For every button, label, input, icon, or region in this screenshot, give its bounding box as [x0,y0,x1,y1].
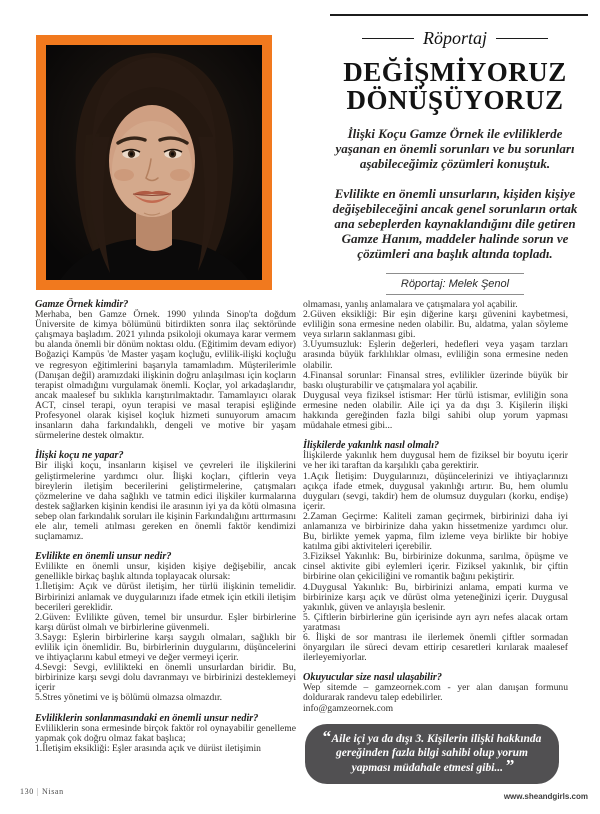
body-paragraph: 3.Fiziksel Yakınlık: Bu, birbirinize dokunma, sarılma, öpüşme ve cinsel aktivite gibi eylemleri içerir. Fiziksel yakınlık, bir çiftin birbirine olan çekiciliğini ve romantik bağını pekiştirir. [303,551,568,583]
article-column-right [303,300,568,784]
page-footer-left [20,787,64,796]
body-paragraph: Wep sitemde – gamzeornek.com - yer alan danışan formunu doldurarak randevu talep edebilirler. [303,682,568,704]
title-line-1: DEĞİŞMİYORUZ [343,57,567,87]
body-paragraph: Bir ilişki koçu, insanların kişisel ve çevreleri ile ilişkilerini geliştirmelerine yardımcı olur. İlişki koçları, çiftlerin veya bireylerin iletişim becerilerini geliştirmelerine, çatışmaları çözmelerine ve daha sağlıklı ve tatmin edici ilişkiler kurmalarına destek sağlarken kişinin kendisi ile arasının iyi ya da kötü olmasına sebep olan farkındalık soruları ile kişinin Farkındalığını arttırmasını ele alır, temeli atılması gereken en önemli faktör kendimizi suçlamamız. [35,460,296,543]
body-paragraph: 1.Açık İletişim: Duygularınızı, düşüncelerinizi ve ihtiyaçlarınızı açıkça ifade etmek, duygusal yakınlığı artırır. Bu, hem olumlu duyguları (sevgi, takdir) hem de olumsuz duyguları (korku, endişe) içerir. [303,470,568,512]
body-paragraph: info@gamzeornek.com [303,702,394,714]
body-paragraph: 3.Uyumsuzluk: Eşlerin değerleri, hedefleri veya yaşam tarzları arasında büyük farklılıklar olması, evliliğin sona ermesine neden olabilir. [303,339,568,371]
body-paragraph: 4.Duygusal Yakınlık: Bu, birbirinizi anlama, empati kurma ve birbirinize karşı açık ve dürüst olma yeteneğinizi içerir. Duygusal yakınlık, güven ve anlayışla beslenir. [303,581,568,613]
article-header [320,28,590,295]
body-paragraph: 2.Zaman Geçirme: Kaliteli zaman geçirmek, birbirinizi daha iyi anlamanıza ve birbirinize daha yakın hissetmenize yardımcı olur. Bu, birlikte yemek yapma, film izleme veya birlikte bir hobiye katılma gibi aktiviteleri içerebilir. [303,510,568,553]
question-heading: İlişkilerde yakınlık nasıl olmalı? [303,440,440,452]
question-heading: Gamze Örnek kimdir? [35,299,129,310]
byline: Röportaj: Melek Şenol [386,273,524,295]
body-paragraph: olmaması, yanlış anlamalara ve çatışmalara yol açabilir. [303,299,518,310]
kicker-left-rule [362,38,414,39]
body-paragraph: 2.Güven: Evlilikte güven, temel bir unsurdur. Eşler birbirlerine karşı dürüst olmalı ve birbirlerine güvenmeli. [35,611,296,633]
title-line-2: DÖNÜŞÜYORUZ [346,85,564,115]
body-paragraph: 5. Çiftlerin birbirlerine gün içerisinde ayrı ayrı nefes alacak ortam yaratması [303,611,568,633]
question-heading: Evlilikte en önemli unsur nedir? [35,551,172,563]
body-paragraph: 4.Finansal sorunlar: Finansal stres, evlilikler üzerinde büyük bir baskı oluşturabilir ve çatışmalara yol açabilir. [303,369,568,391]
portrait-photo [46,45,262,280]
pull-quote-text: Aile içi ya da dışı 3. Kişilerin ilişki hakkında gereğinden fazla bilgi sahibi olup yorum yapması müdahale etmesi gibi... [331,732,542,774]
body-paragraph: 1.İletişim eksikliği: Eşler arasında açık ve dürüst iletişimin [35,742,261,754]
body-paragraph: 6. İlişki de sor mantrası ile ilerlemek önemli çiftler sormadan önyargıları ile süreci devam ettirip cesaretleri kırılarak maalesef ilerleyemiyorlar. [303,632,568,664]
pull-quote [305,724,559,785]
body-paragraph: Merhaba, ben Gamze Örnek. 1990 yılında Sinop'ta doğdum Üniversite de kimya bölümünü bitirdikten sonra ilaç sektöründe çalışmaya başladım. 2021 yılında psikoloji okumaya karar vermem bu alanda önemli bir dönüm noktası oldu. (Eğitimim devam ediyor) Boğaziçi Kampüs 'de Master yaşam koçluğu, evlilik-ilişki koçluğu ve regresyon eğitimlerini başarıyla tamamladım. Müşterilerimle (Danışan değil) aramızdaki ilişkinin doğru anlaşılması için koçların terapist olmadığını vurgulamak önemli. Koçlar, yol arkadaşlarıdır, ancak maalesef bu sıklıkla karıştırılmaktadır. Tamamlayıcı olarak ACT, cinsel terapi, oyun terapisi ve masal terapisi eşliğinde Profesyonel olarak kişisel koçluk hizmeti sunuyorum amacım insanların daha farkındalıklı, dengeli ve motive bir yaşam sürmelerine destek olmaktır. [35,309,296,442]
issue-month: Nisan [42,787,64,796]
body-paragraph: Duygusal veya fiziksel istismar: Her türlü istismar, evliliğin sona ermesine neden olabilir. Aile içi ya da dışı 3. Kişilerin ilişki hakkında gereğinden fazla bilgi sahibi olup yorum yapması müdahale etmesi gibi... [303,389,568,432]
body-paragraph: 1.İletişim: Açık ve dürüst iletişim, her türlü ilişkinin temelidir. Birbirinizi anlamak ve duygularınızı ifade etmek için etkili iletişim becerileri gereklidir. [35,581,296,613]
website-url: www.sheandgirls.com [503,792,588,801]
header-rule [330,14,588,16]
article-title [320,58,590,114]
body-paragraph: Evlilikte en önemli unsur, kişiden kişiye değişebilir, ancak genellikle birkaç başlık altında toplayacak olursak: [35,561,296,583]
intro-paragraph: Evlilikte en önemli unsurların, kişiden kişiye değişebileceğini ancak genel sorunların ortak ana sebeplerden kaynaklandığını dile getiren Gamze Hanım, maddeler halinde sorun ve çözümleri ana başlık altında topladı. [332,186,578,261]
question-heading: Evliliklerin sonlanmasındaki en önemli unsur nedir? [35,712,259,724]
body-paragraph: 3.Saygı: Eşlerin birbirlerine karşı saygılı olmaları, sağlıklı bir evlilik için önemlidir. Bu, birbirlerinin duygularını, düşüncelerini ve ihtiyaçlarını kabul etmeyi ve değer vermeyi içerir. [35,631,296,664]
question-heading: İlişki koçu ne yapar? [35,450,124,462]
body-paragraph: 2.Güven eksikliği: Bir eşin diğerine karşı güvenini kaybetmesi, evliliğin sona ermesine neden olabilir. Bu, aldatma, yalan söyleme veya sırların saklanması gibi. [303,309,568,341]
article-column-left [35,300,296,754]
kicker-label: Röportaj [422,28,487,48]
body-paragraph: 5.Stres yönetimi ve iş bölümü olmazsa olmazdır. [35,692,223,704]
open-quote-icon: “ [322,726,330,746]
body-paragraph: İlişkilerde yakınlık hem duygusal hem de fiziksel bir boyutu içerir ve her iki taraftan da karşılıklı çaba gerektirir. [303,450,568,472]
footer-separator: | [36,787,40,796]
page-number: 130 [20,787,34,796]
kicker [320,28,590,49]
lede-paragraph: İlişki Koçu Gamze Örnek ile evliliklerde yaşanan en önemli sorunları ve bu sorunları aşabileceğimiz çözümleri konuştuk. [335,126,575,171]
kicker-right-rule [496,38,548,39]
close-quote-icon: ” [505,755,513,775]
question-heading: Okuyucular size nasıl ulaşabilir? [303,672,442,684]
portrait-photo-frame [36,35,272,290]
article-column-right-text [303,300,568,714]
body-paragraph: Evliliklerin sona ermesinde birçok faktör rol oynayabilir genelleme yapmak çok doğru olmaz fakat başlıca; [35,722,296,744]
body-paragraph: 4.Sevgi: Sevgi, evlilikteki en önemli unsurlardan biridir. Bu, birbirinize karşı sevgi dolu davranmayı ve birbirinizi desteklemeyi içerir [35,662,296,694]
